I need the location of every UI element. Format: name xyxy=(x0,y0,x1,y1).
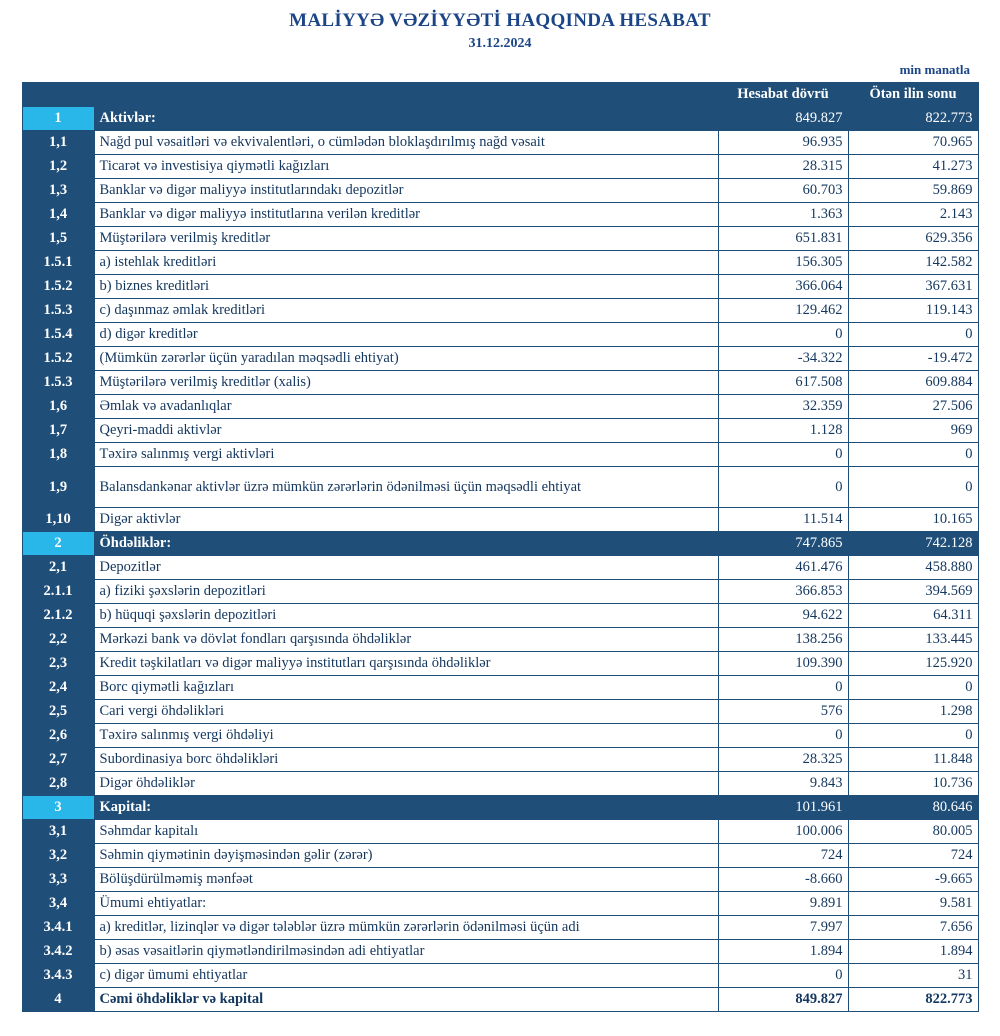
row-label: Kredit təşkilatları və digər maliyyə institutları qarşısında öhdəliklər xyxy=(94,652,718,676)
table-row xyxy=(22,508,978,532)
row-code: 1,4 xyxy=(22,203,94,227)
row-value-current: 101.961 xyxy=(718,796,848,820)
table-row xyxy=(22,419,978,443)
row-value-previous: 64.311 xyxy=(848,604,978,628)
row-code: 3.4.2 xyxy=(22,940,94,964)
row-value-current: 0 xyxy=(718,676,848,700)
table-row xyxy=(22,395,978,419)
row-value-previous: 0 xyxy=(848,323,978,347)
row-code: 1.5.2 xyxy=(22,347,94,371)
table-row xyxy=(22,179,978,203)
table-row xyxy=(22,676,978,700)
row-value-previous: -19.472 xyxy=(848,347,978,371)
row-value-current: 109.390 xyxy=(718,652,848,676)
row-label: Əmlak və avadanlıqlar xyxy=(94,395,718,419)
report-page xyxy=(0,10,1000,1036)
table-row xyxy=(22,724,978,748)
row-label: Ümumi ehtiyatlar: xyxy=(94,892,718,916)
table-header-row xyxy=(22,83,978,107)
row-value-previous: 125.920 xyxy=(848,652,978,676)
header-code xyxy=(22,83,94,107)
row-value-current: 9.891 xyxy=(718,892,848,916)
row-value-current: 1.128 xyxy=(718,419,848,443)
row-value-previous: 10.736 xyxy=(848,772,978,796)
row-value-previous: 9.581 xyxy=(848,892,978,916)
table-row xyxy=(22,916,978,940)
row-label: Təxirə salınmış vergi aktivləri xyxy=(94,443,718,467)
table-row xyxy=(22,203,978,227)
row-label: Banklar və digər maliyyə institutlarındakı depozitlər xyxy=(94,179,718,203)
row-code: 2.1.1 xyxy=(22,580,94,604)
row-label: Subordinasiya borc öhdəlikləri xyxy=(94,748,718,772)
row-code: 1.5.4 xyxy=(22,323,94,347)
row-label: Banklar və digər maliyyə institutlarına verilən kreditlər xyxy=(94,203,718,227)
row-value-previous: 7.656 xyxy=(848,916,978,940)
row-code: 1.5.3 xyxy=(22,299,94,323)
row-label: Öhdəliklər: xyxy=(94,532,718,556)
table-row xyxy=(22,772,978,796)
row-value-previous: 1.894 xyxy=(848,940,978,964)
row-value-previous: 822.773 xyxy=(848,988,978,1012)
row-value-previous: 394.569 xyxy=(848,580,978,604)
row-code: 3,4 xyxy=(22,892,94,916)
table-row xyxy=(22,652,978,676)
row-code: 3.4.1 xyxy=(22,916,94,940)
row-label: Müştərilərə verilmiş kreditlər (xalis) xyxy=(94,371,718,395)
row-value-current: 156.305 xyxy=(718,251,848,275)
row-value-previous: 80.646 xyxy=(848,796,978,820)
row-code: 1,8 xyxy=(22,443,94,467)
row-code: 1.5.2 xyxy=(22,275,94,299)
row-value-previous: 0 xyxy=(848,676,978,700)
row-label: Balansdankənar aktivlər üzrə mümkün zərərlərin ödənilməsi üçün məqsədli ehtiyat xyxy=(94,467,718,508)
row-code: 2,4 xyxy=(22,676,94,700)
row-label: Nağd pul vəsaitləri və ekvivalentləri, o cümlədən bloklaşdırılmış nağd vəsait xyxy=(94,131,718,155)
table-row xyxy=(22,107,978,131)
row-code: 1,10 xyxy=(22,508,94,532)
row-value-previous: 10.165 xyxy=(848,508,978,532)
row-value-previous: 2.143 xyxy=(848,203,978,227)
table-row xyxy=(22,748,978,772)
row-value-previous: 367.631 xyxy=(848,275,978,299)
table-row xyxy=(22,796,978,820)
page-title: MALİYYƏ VƏZİYYƏTİ HAQQINDA HESABAT xyxy=(289,10,711,31)
row-value-previous: 629.356 xyxy=(848,227,978,251)
units-label: min manatla xyxy=(899,62,970,77)
table-row xyxy=(22,964,978,988)
row-value-current: -34.322 xyxy=(718,347,848,371)
row-code: 1.5.3 xyxy=(22,371,94,395)
row-code: 1,5 xyxy=(22,227,94,251)
row-code: 1,7 xyxy=(22,419,94,443)
header-value-previous: Ötən ilin sonu xyxy=(848,83,978,107)
row-label: Digər öhdəliklər xyxy=(94,772,718,796)
table-row xyxy=(22,988,978,1012)
row-value-current: 0 xyxy=(718,724,848,748)
row-value-current: -8.660 xyxy=(718,868,848,892)
table-row xyxy=(22,347,978,371)
row-value-previous: 724 xyxy=(848,844,978,868)
row-value-previous: 458.880 xyxy=(848,556,978,580)
row-value-current: 724 xyxy=(718,844,848,868)
row-code: 1.5.1 xyxy=(22,251,94,275)
row-label: a) kreditlər, lizinqlər və digər tələblər üzrə mümkün zərərlərin ödənilməsi üçün adi xyxy=(94,916,718,940)
row-label: Səhmdar kapitalı xyxy=(94,820,718,844)
row-label: b) əsas vəsaitlərin qiymətləndirilməsindən adi ehtiyatlar xyxy=(94,940,718,964)
row-value-current: 11.514 xyxy=(718,508,848,532)
row-label: Müştərilərə verilmiş kreditlər xyxy=(94,227,718,251)
row-code: 2,5 xyxy=(22,700,94,724)
table-row xyxy=(22,275,978,299)
table-row xyxy=(22,443,978,467)
row-value-previous: 1.298 xyxy=(848,700,978,724)
table-row xyxy=(22,604,978,628)
row-value-current: 651.831 xyxy=(718,227,848,251)
row-label: b) biznes kreditləri xyxy=(94,275,718,299)
row-code: 4 xyxy=(22,988,94,1012)
row-value-previous: 822.773 xyxy=(848,107,978,131)
row-code: 1,9 xyxy=(22,467,94,508)
row-value-previous: 609.884 xyxy=(848,371,978,395)
row-value-previous: 70.965 xyxy=(848,131,978,155)
row-value-current: 28.315 xyxy=(718,155,848,179)
row-code: 1 xyxy=(22,107,94,131)
header-value-current: Hesabat dövrü xyxy=(718,83,848,107)
table-body xyxy=(22,107,978,1012)
table-row xyxy=(22,371,978,395)
row-value-current: 1.363 xyxy=(718,203,848,227)
row-label: Bölüşdürülməmiş mənfəət xyxy=(94,868,718,892)
table-row xyxy=(22,628,978,652)
row-label: c) digər ümumi ehtiyatlar xyxy=(94,964,718,988)
row-value-current: 60.703 xyxy=(718,179,848,203)
row-value-current: 0 xyxy=(718,964,848,988)
row-label: Mərkəzi bank və dövlət fondları qarşısında öhdəliklər xyxy=(94,628,718,652)
row-value-previous: 142.582 xyxy=(848,251,978,275)
row-value-current: 138.256 xyxy=(718,628,848,652)
row-value-previous: -9.665 xyxy=(848,868,978,892)
row-code: 2.1.2 xyxy=(22,604,94,628)
row-value-previous: 119.143 xyxy=(848,299,978,323)
row-value-previous: 0 xyxy=(848,443,978,467)
row-label: Borc qiymətli kağızları xyxy=(94,676,718,700)
row-code: 1,2 xyxy=(22,155,94,179)
row-code: 1,6 xyxy=(22,395,94,419)
row-label: Qeyri-maddi aktivlər xyxy=(94,419,718,443)
table-row xyxy=(22,892,978,916)
row-value-current: 94.622 xyxy=(718,604,848,628)
table-row xyxy=(22,227,978,251)
row-value-current: 96.935 xyxy=(718,131,848,155)
row-code: 2,1 xyxy=(22,556,94,580)
row-value-current: 32.359 xyxy=(718,395,848,419)
table-row xyxy=(22,820,978,844)
table-row xyxy=(22,467,978,508)
row-label: Ticarət və investisiya qiymətli kağızları xyxy=(94,155,718,179)
row-value-current: 576 xyxy=(718,700,848,724)
row-code: 3,2 xyxy=(22,844,94,868)
table-row xyxy=(22,131,978,155)
row-code: 3,1 xyxy=(22,820,94,844)
row-value-current: 366.853 xyxy=(718,580,848,604)
row-code: 2,2 xyxy=(22,628,94,652)
row-value-current: 0 xyxy=(718,323,848,347)
row-code: 2,8 xyxy=(22,772,94,796)
row-value-current: 7.997 xyxy=(718,916,848,940)
table-header xyxy=(22,83,978,107)
row-value-current: 100.006 xyxy=(718,820,848,844)
row-value-current: 1.894 xyxy=(718,940,848,964)
row-label: Aktivlər: xyxy=(94,107,718,131)
table-row xyxy=(22,155,978,179)
row-value-previous: 31 xyxy=(848,964,978,988)
row-label: Cəmi öhdəliklər və kapital xyxy=(94,988,718,1012)
row-value-current: 9.843 xyxy=(718,772,848,796)
row-value-current: 849.827 xyxy=(718,107,848,131)
row-label: c) daşınmaz əmlak kreditləri xyxy=(94,299,718,323)
row-value-current: 366.064 xyxy=(718,275,848,299)
row-code: 2,3 xyxy=(22,652,94,676)
row-value-previous: 41.273 xyxy=(848,155,978,179)
row-label: Depozitlər xyxy=(94,556,718,580)
header-name xyxy=(94,83,718,107)
row-label: Digər aktivlər xyxy=(94,508,718,532)
row-value-current: 0 xyxy=(718,467,848,508)
table-row xyxy=(22,323,978,347)
row-value-current: 849.827 xyxy=(718,988,848,1012)
table-row xyxy=(22,556,978,580)
row-value-previous: 0 xyxy=(848,724,978,748)
row-value-current: 28.325 xyxy=(718,748,848,772)
row-value-previous: 27.506 xyxy=(848,395,978,419)
row-value-previous: 133.445 xyxy=(848,628,978,652)
table-row xyxy=(22,940,978,964)
financial-position-table xyxy=(22,82,979,1012)
row-value-current: 747.865 xyxy=(718,532,848,556)
row-value-previous: 742.128 xyxy=(848,532,978,556)
table-row xyxy=(22,580,978,604)
row-label: d) digər kreditlər xyxy=(94,323,718,347)
row-value-previous: 0 xyxy=(848,467,978,508)
row-label: b) hüquqi şəxslərin depozitləri xyxy=(94,604,718,628)
row-value-previous: 969 xyxy=(848,419,978,443)
row-code: 2,7 xyxy=(22,748,94,772)
row-value-previous: 59.869 xyxy=(848,179,978,203)
row-value-current: 129.462 xyxy=(718,299,848,323)
row-label: Kapital: xyxy=(94,796,718,820)
row-label: a) fiziki şəxslərin depozitləri xyxy=(94,580,718,604)
row-label: Cari vergi öhdəlikləri xyxy=(94,700,718,724)
row-code: 3.4.3 xyxy=(22,964,94,988)
row-code: 1,3 xyxy=(22,179,94,203)
row-value-current: 617.508 xyxy=(718,371,848,395)
row-code: 2,6 xyxy=(22,724,94,748)
row-label: Səhmin qiymətinin dəyişməsindən gəlir (zərər) xyxy=(94,844,718,868)
row-value-current: 461.476 xyxy=(718,556,848,580)
row-code: 2 xyxy=(22,532,94,556)
row-code: 3 xyxy=(22,796,94,820)
table-row xyxy=(22,532,978,556)
table-row xyxy=(22,844,978,868)
table-row xyxy=(22,700,978,724)
row-value-current: 0 xyxy=(718,443,848,467)
table-row xyxy=(22,299,978,323)
report-date: 31.12.2024 xyxy=(468,36,532,51)
row-label: a) istehlak kreditləri xyxy=(94,251,718,275)
row-code: 1,1 xyxy=(22,131,94,155)
row-label: Təxirə salınmış vergi öhdəliyi xyxy=(94,724,718,748)
table-row xyxy=(22,251,978,275)
row-code: 3,3 xyxy=(22,868,94,892)
row-label: (Mümkün zərərlər üçün yaradılan məqsədli ehtiyat) xyxy=(94,347,718,371)
row-value-previous: 11.848 xyxy=(848,748,978,772)
table-row xyxy=(22,868,978,892)
row-value-previous: 80.005 xyxy=(848,820,978,844)
